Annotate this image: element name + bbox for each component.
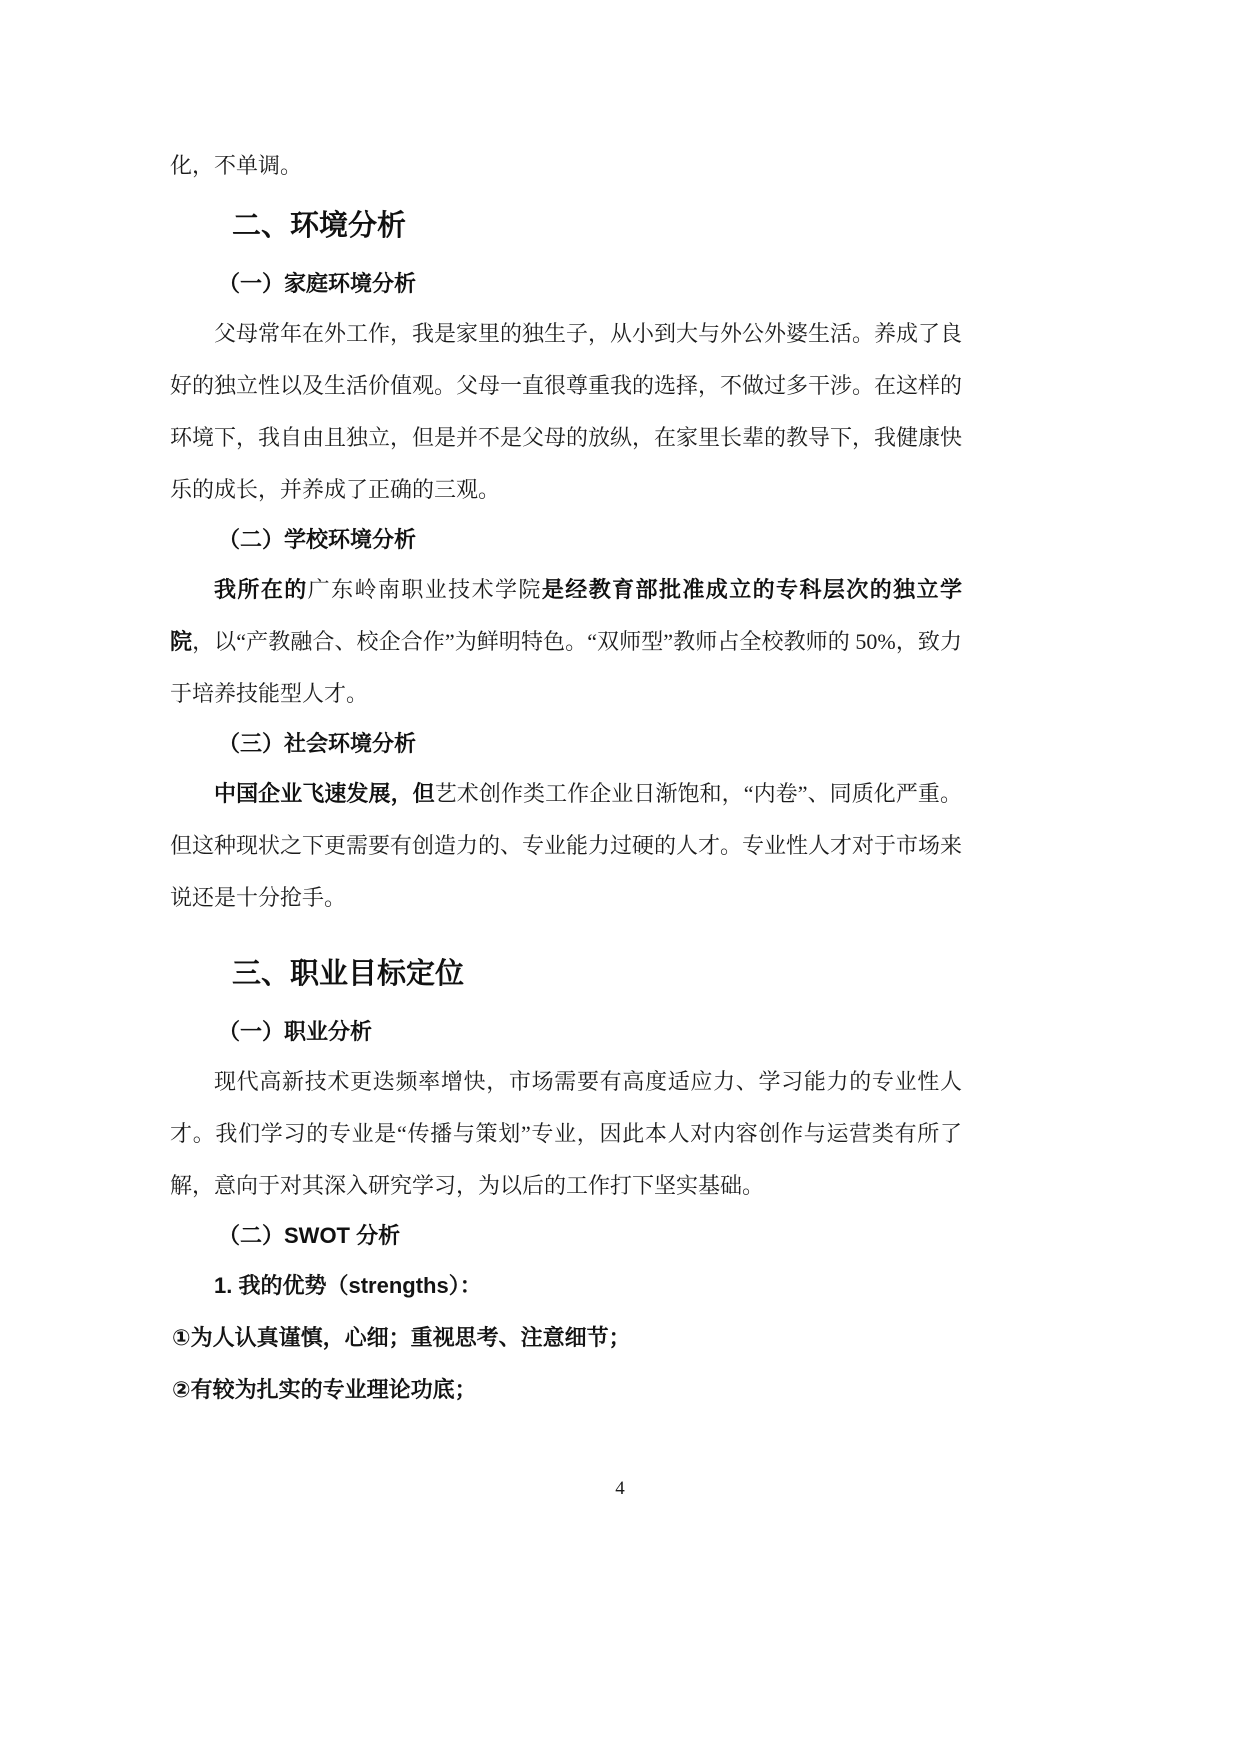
list-item-strengths: 1. 我的优势（strengths）：: [214, 1273, 482, 1298]
paragraph-career-analysis: 现代高新技术更迭频率增快，市场需要有高度适应力、学习能力的专业性人才。我们学习的专业是“传播与策划”专业，因此本人对内容创作与运营类有所了解，意向于对其深入研究学习，为以后的工作打下坚实基础。: [170, 1069, 962, 1198]
paragraph-school-environment: [170, 564, 962, 720]
paragraph-social-environment: [170, 768, 962, 924]
text-run: ，以“产教融合、校企合作”为鲜明特色。“双师型”教师占全校教师的 50%，致力于培养技能型人才。: [170, 629, 962, 706]
text-run: 中国企业飞速发展，但: [214, 781, 435, 806]
paragraph-family-environment: 父母常年在外工作，我是家里的独生子，从小到大与外公外婆生活。养成了良好的独立性以及生活价值观。父母一直很尊重我的选择，不做过多干涉。在这样的环境下，我自由且独立，但是并不是父母的放纵，在家里长辈的教导下，我健康快乐的成长，并养成了正确的三观。: [170, 321, 963, 502]
text-run: 是经教育部批准成立的专科层次的独立学院: [170, 577, 962, 654]
subheading-school-environment: （二）学校环境分析: [218, 527, 417, 552]
strength-point: ①为人认真谨慎，心细；重视思考、注意细节；: [172, 1325, 631, 1350]
strength-point: ②有较为扎实的专业理论功底；: [172, 1377, 477, 1402]
paragraph-continuation: 化，不单调。: [170, 153, 303, 178]
subheading-social-environment: （三）社会环境分析: [218, 731, 417, 756]
document-body: [170, 140, 962, 1416]
text-run: 艺术创作类工作企业日渐饱和，“内卷”、同质化严重。但这种现状之下更需要有创造力的、专业能力过硬的人才。专业性人才对于市场来说还是十分抢手。: [170, 781, 963, 910]
section-heading-environment-analysis: 二、环境分析: [232, 210, 407, 242]
subheading-career-analysis: （一）职业分析: [218, 1019, 373, 1044]
text-run: 我所在的: [214, 577, 308, 602]
page-footer: [0, 1478, 1240, 1500]
page-number: 4: [615, 1478, 625, 1499]
subheading-family-environment: （一）家庭环境分析: [218, 271, 417, 296]
text-run: 广东岭南职业技术学院: [307, 577, 542, 602]
section-heading-career-goal: 三、职业目标定位: [232, 958, 465, 990]
subheading-swot-analysis: （二）SWOT 分析: [218, 1223, 401, 1248]
